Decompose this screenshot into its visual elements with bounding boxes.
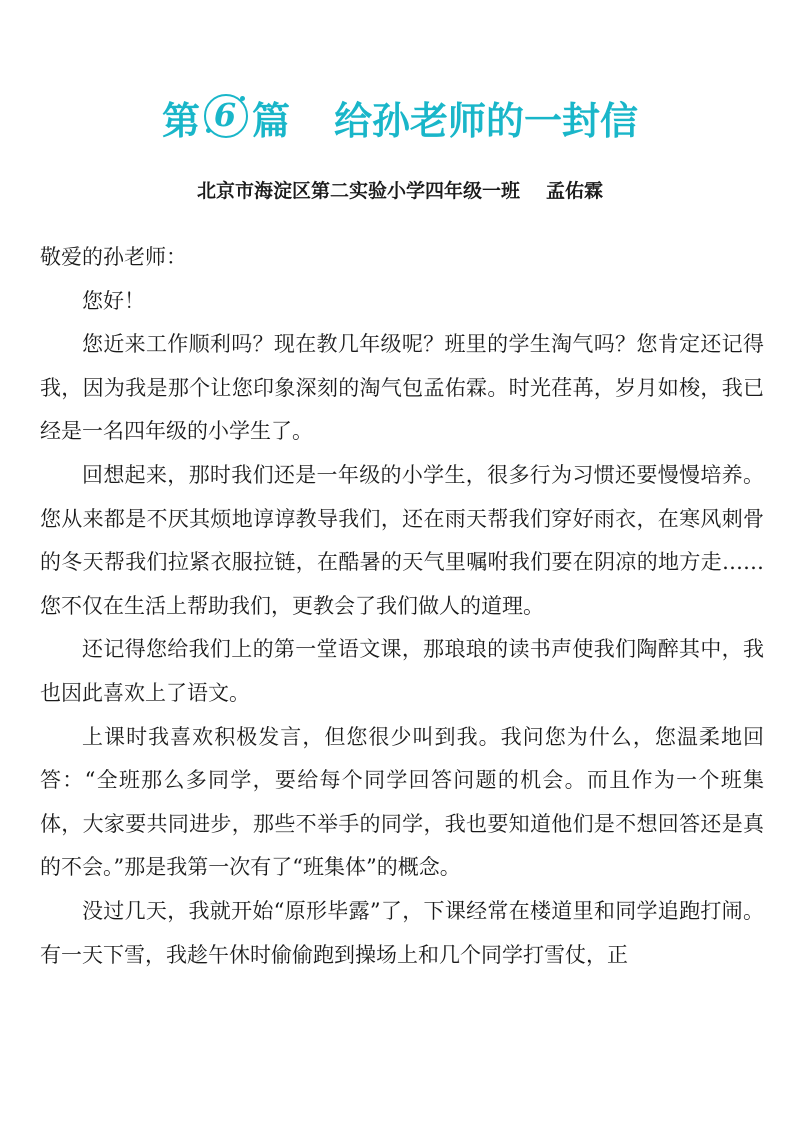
letter-body (40, 236, 764, 977)
letter-paragraph-4: 上课时我喜欢积极发言，但您很少叫到我。我问您为什么，您温柔地回答：“全班那么多同学，要给每个同学回答问题的机会。而且作为一个班集体，大家要共同进步，那些不举手的同学，我也要知道他们是不想回答还是真的不会。”那是我第一次有了“班集体”的概念。 (40, 724, 764, 880)
title-text: 给孙老师的一封信 (334, 99, 639, 143)
article-title (0, 92, 800, 149)
title-prefix: 第 (161, 99, 200, 143)
author-name: 孟佑霖 (546, 180, 604, 202)
letter-paragraph-3: 还记得您给我们上的第一堂语文课，那琅琅的读书声使我们陶醉其中，我也因此喜欢上了语文。 (40, 637, 764, 705)
letter-salutation: 敬爱的孙老师： (40, 245, 187, 269)
letter-paragraph-5: 没过几天，我就开始“原形毕露”了，下课经常在楼道里和同学追跑打闹。有一天下雪，我趁午休时偷偷跑到操场上和几个同学打雪仗，正 (40, 898, 764, 967)
letter-paragraph-1: 您近来工作顺利吗？现在教几年级呢？班里的学生淘气吗？您肯定还记得我，因为我是那个让您印象深刻的淘气包孟佑霖。时光荏苒，岁月如梭，我已经是一名四年级的小学生了。 (40, 332, 764, 444)
author-school: 北京市海淀区第二实验小学四年级一班 (196, 180, 520, 202)
author-line (0, 176, 800, 206)
chapter-number: 6 (213, 96, 237, 134)
letter-greeting: 您好！ (82, 288, 145, 313)
chapter-number-badge (202, 92, 250, 140)
letter-paragraph-2: 回想起来，那时我们还是一年级的小学生，很多行为习惯还要慢慢培养。您从来都是不厌其烦地谆谆教导我们，还在雨天帮我们穿好雨衣，在寒风刺骨的冬天帮我们拉紧衣服拉链，在酷暑的天气里嘱咐我们要在阴凉的地方走……您不仅在生活上帮助我们，更教会了我们做人的道理。 (40, 462, 764, 618)
title-suffix: 篇 (251, 99, 290, 143)
